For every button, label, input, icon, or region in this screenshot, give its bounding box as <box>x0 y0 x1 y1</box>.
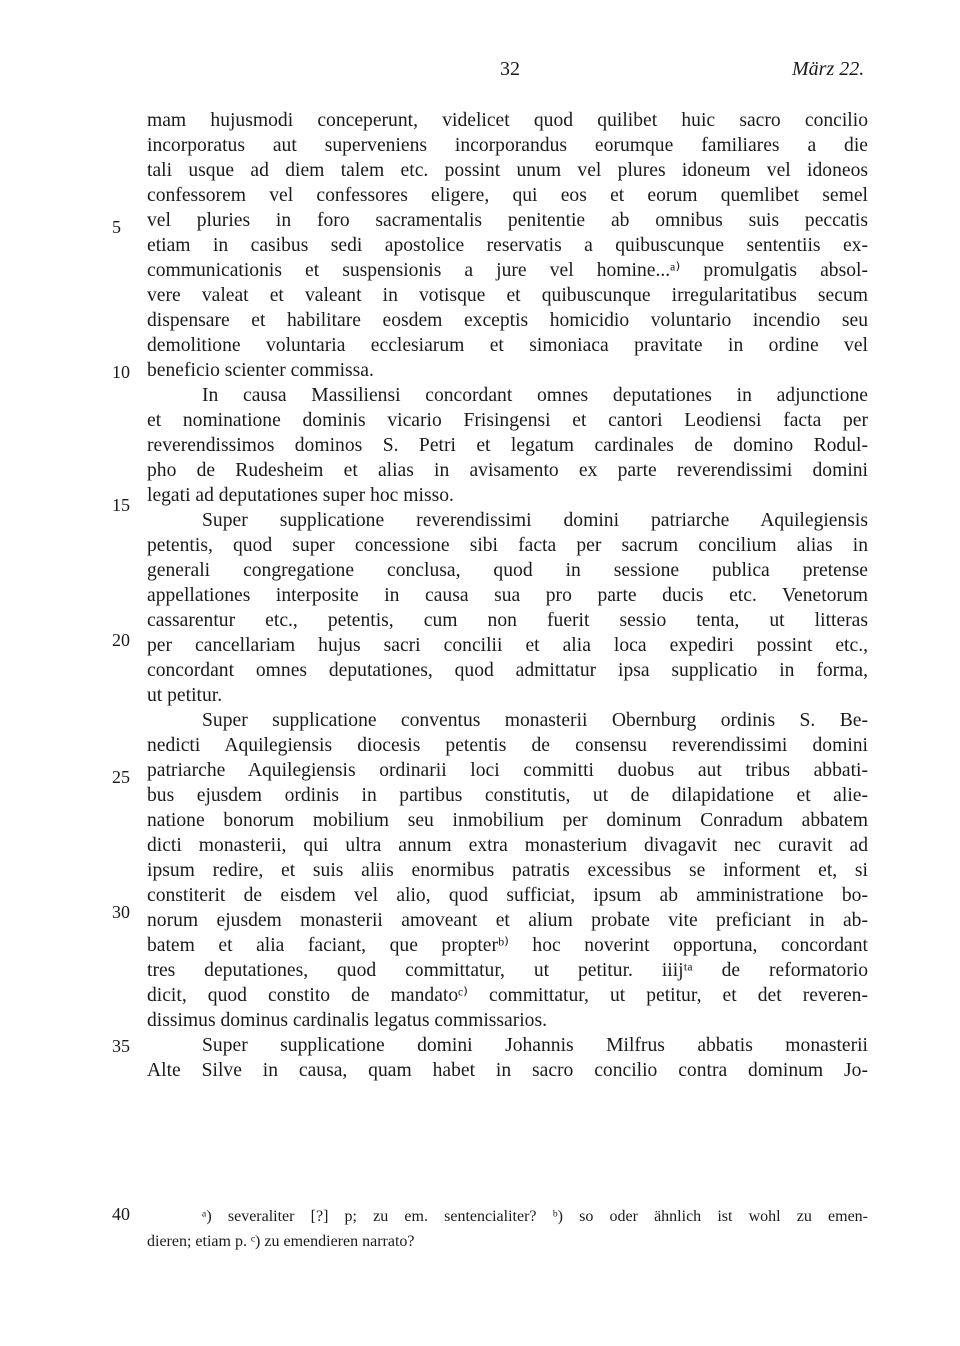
text-line: constiterit de eisdem vel alio, quod sufficiat, ipsum ab amministratione bo- <box>147 885 868 906</box>
text-line: tali usque ad diem talem etc. possint unum vel plures idoneum vel idoneos <box>147 160 868 181</box>
text-line: demolitione voluntaria ecclesiarum et simoniaca pravitate in ordine vel <box>147 335 868 356</box>
footnote-line: ᵃ) severaliter [?] p; zu em. sentencialiter? ᵇ) so oder ähnlich ist wohl zu emen- <box>202 1208 868 1225</box>
text-line: batem et alia faciant, que propterᵇ⁾ hoc noverint opportuna, concordant <box>147 935 868 956</box>
text-line: communicationis et suspensionis a jure vel homine...ᵃ⁾ promulgatis absol- <box>147 260 868 281</box>
line-number: 20 <box>112 630 130 650</box>
text-line: ut petitur. <box>147 685 223 706</box>
text-line: norum ejusdem monasterii amoveant et alium probate vite preficiant in ab- <box>147 910 868 931</box>
page-number: 32 <box>500 58 520 80</box>
text-line: mam hujusmodi conceperunt, videlicet quod quilibet huic sacro concilio <box>147 110 868 131</box>
line-number: 30 <box>112 902 130 922</box>
line-number: 15 <box>112 495 130 515</box>
text-line: generali congregatione conclusa, quod in sessione publica pretense <box>147 560 868 581</box>
text-line: Super supplicatione conventus monasterii Obernburg ordinis S. Be- <box>202 710 868 731</box>
line-number: 10 <box>112 362 130 382</box>
text-line: ipsum redire, et suis aliis enormibus patratis excessibus se informent et, si <box>147 860 868 881</box>
body-text <box>147 108 868 1083</box>
text-line: bus ejusdem ordinis in partibus constitutis, ut de dilapidatione et alie- <box>147 785 868 806</box>
text-line: nedicti Aquilegiensis diocesis petentis de consensu reverendissimi domini <box>147 735 868 756</box>
text-line: vel pluries in foro sacramentalis penitentie ab omnibus suis peccatis <box>147 210 868 231</box>
line-number: 5 <box>112 217 121 237</box>
text-line: etiam in casibus sedi apostolice reservatis a quibuscunque sententiis ex- <box>147 235 868 256</box>
line-number: 25 <box>112 767 130 787</box>
text-line: et nominatione dominis vicario Frisingensi et cantori Leodiensi facta per <box>147 410 868 431</box>
text-line: vere valeat et valeant in votisque et quibuscunque irregularitatibus secum <box>147 285 868 306</box>
text-line: beneficio scienter commissa. <box>147 360 374 381</box>
text-line: In causa Massiliensi concordant omnes deputationes in adjunctione <box>202 385 868 406</box>
text-line: cassarentur etc., petentis, cum non fuerit sessio tenta, ut litteras <box>147 610 868 631</box>
text-line: petentis, quod super concessione sibi facta per sacrum concilium alias in <box>147 535 868 556</box>
text-line: pho de Rudesheim et alias in avisamento ex parte reverendissimi domini <box>147 460 868 481</box>
page-date: März 22. <box>792 58 865 80</box>
line-number: 40 <box>112 1204 130 1224</box>
text-line: reverendissimos dominos S. Petri et legatum cardinales de domino Rodul- <box>147 435 868 456</box>
text-line: confessorem vel confessores eligere, qui eos et eorum quemlibet semel <box>147 185 868 206</box>
text-line: Super supplicatione reverendissimi domini patriarche Aquilegiensis <box>202 510 868 531</box>
page-header <box>0 58 960 90</box>
text-line: natione bonorum mobilium seu inmobilium per dominum Conradum abbatem <box>147 810 868 831</box>
text-line: Alte Silve in causa, quam habet in sacro concilio contra dominum Jo- <box>147 1060 868 1081</box>
text-line: dissimus dominus cardinalis legatus commissarios. <box>147 1010 548 1031</box>
text-line: legati ad deputationes super hoc misso. <box>147 485 454 506</box>
text-line: dispensare et habilitare eosdem exceptis homicidio voluntario incendio seu <box>147 310 868 331</box>
footnotes <box>147 1204 868 1254</box>
text-line: dicit, quod constito de mandatoᶜ⁾ committatur, ut petitur, et det reveren- <box>147 985 868 1006</box>
text-line: tres deputationes, quod committatur, ut petitur. iiijᵗᵃ de reformatorio <box>147 960 868 981</box>
text-line: dicti monasterii, qui ultra annum extra monasterium divagavit nec curavit ad <box>147 835 868 856</box>
text-line: per cancellariam hujus sacri concilii et alia loca expediri possint etc., <box>147 635 868 656</box>
text-line: concordant omnes deputationes, quod admittatur ipsa supplicatio in forma, <box>147 660 868 681</box>
text-line: Super supplicatione domini Johannis Milfrus abbatis monasterii <box>202 1035 868 1056</box>
text-line: patriarche Aquilegiensis ordinarii loci committi duobus aut tribus abbati- <box>147 760 868 781</box>
footnote-line: dieren; etiam p. ᶜ) zu emendieren narrato? <box>147 1233 415 1250</box>
line-number: 35 <box>112 1036 130 1056</box>
text-line: appellationes interposite in causa sua pro parte ducis etc. Venetorum <box>147 585 868 606</box>
text-line: incorporatus aut superveniens incorporandus eorumque familiares a die <box>147 135 868 156</box>
